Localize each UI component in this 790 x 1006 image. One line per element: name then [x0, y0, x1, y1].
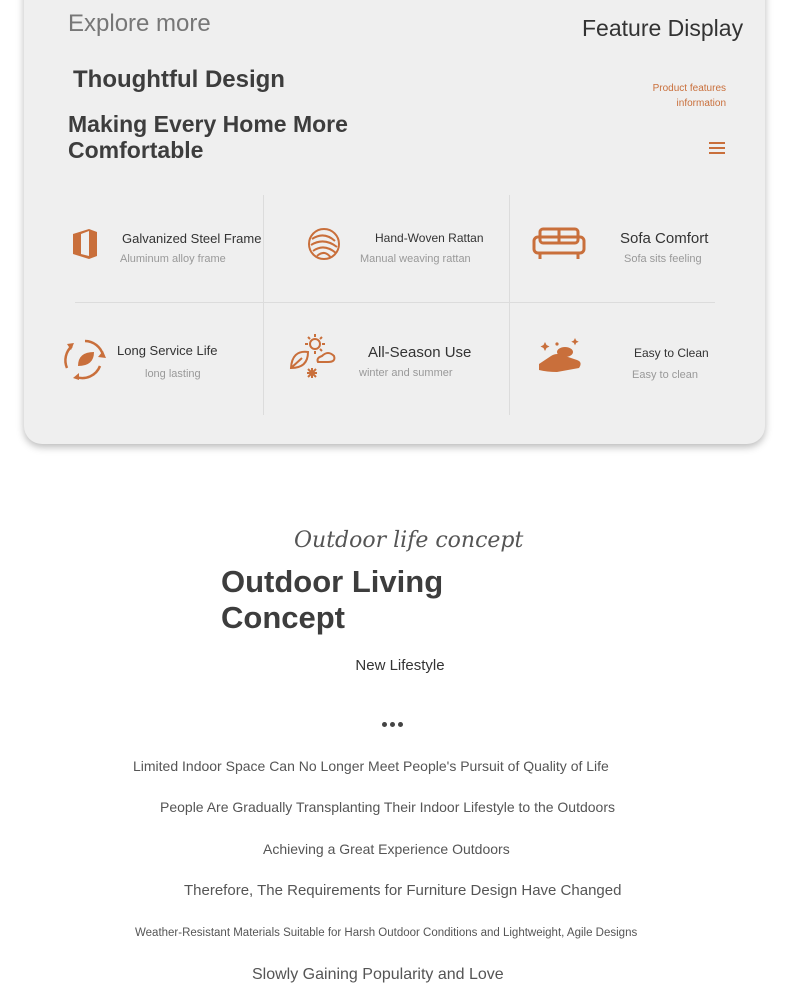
concept-title: Outdoor Living Concept: [221, 564, 444, 635]
recycle-leaf-icon: [62, 338, 108, 387]
feature-subtitle: Aluminum alloy frame: [120, 253, 226, 265]
feature-title: Sofa Comfort: [620, 230, 709, 247]
hamburger-menu-icon[interactable]: [709, 142, 725, 155]
concept-line: Slowly Gaining Popularity and Love: [252, 966, 504, 983]
concept-line: People Are Gradually Transplanting Their Indoor Lifestyle to the Outdoors: [160, 799, 616, 815]
feature-title: All-Season Use: [368, 344, 472, 361]
seasons-icon: [288, 332, 338, 385]
sofa-icon: [532, 227, 586, 266]
steel-frame-icon: [71, 228, 99, 265]
rattan-ball-icon: [307, 227, 341, 266]
feature-subtitle: Manual weaving rattan: [360, 253, 471, 265]
concept-line: Achieving a Great Experience Outdoors: [263, 841, 510, 857]
feature-subtitle: Easy to clean: [632, 369, 699, 381]
product-info-line2: information: [676, 98, 726, 109]
concept-line: Limited Indoor Space Can No Longer Meet People's Pursuit of Quality of Life: [133, 758, 609, 774]
feature-title: Long Service Life: [117, 343, 218, 358]
feature-title: Easy to Clean: [634, 346, 709, 360]
concept-script-title: Outdoor life concept: [294, 528, 524, 553]
explore-more-link[interactable]: Explore more: [68, 10, 211, 37]
making-home-heading: Making Every Home More Comfortable: [68, 111, 348, 163]
feature-display-heading: Feature Display: [582, 15, 744, 41]
grid-divider: [263, 195, 264, 415]
feature-subtitle: long lasting: [145, 368, 201, 380]
grid-divider: [509, 195, 510, 415]
ellipsis-dots-icon: [382, 714, 406, 732]
concept-line: Weather-Resistant Materials Suitable for Harsh Outdoor Conditions and Lightweight, Agile Designs: [135, 927, 638, 939]
product-info-line1: Product features: [652, 83, 726, 94]
feature-subtitle: winter and summer: [359, 367, 453, 379]
feature-subtitle: Sofa sits feeling: [624, 253, 702, 265]
feature-title: Hand-Woven Rattan: [375, 231, 484, 245]
feature-title: Galvanized Steel Frame: [122, 231, 262, 246]
concept-subtitle: New Lifestyle: [355, 657, 445, 674]
clean-hand-icon: [537, 336, 585, 379]
grid-divider: [75, 302, 715, 303]
thoughtful-design-heading: Thoughtful Design: [73, 66, 285, 93]
concept-line: Therefore, The Requirements for Furniture Design Have Changed: [184, 882, 622, 899]
product-info-text: [626, 81, 726, 111]
